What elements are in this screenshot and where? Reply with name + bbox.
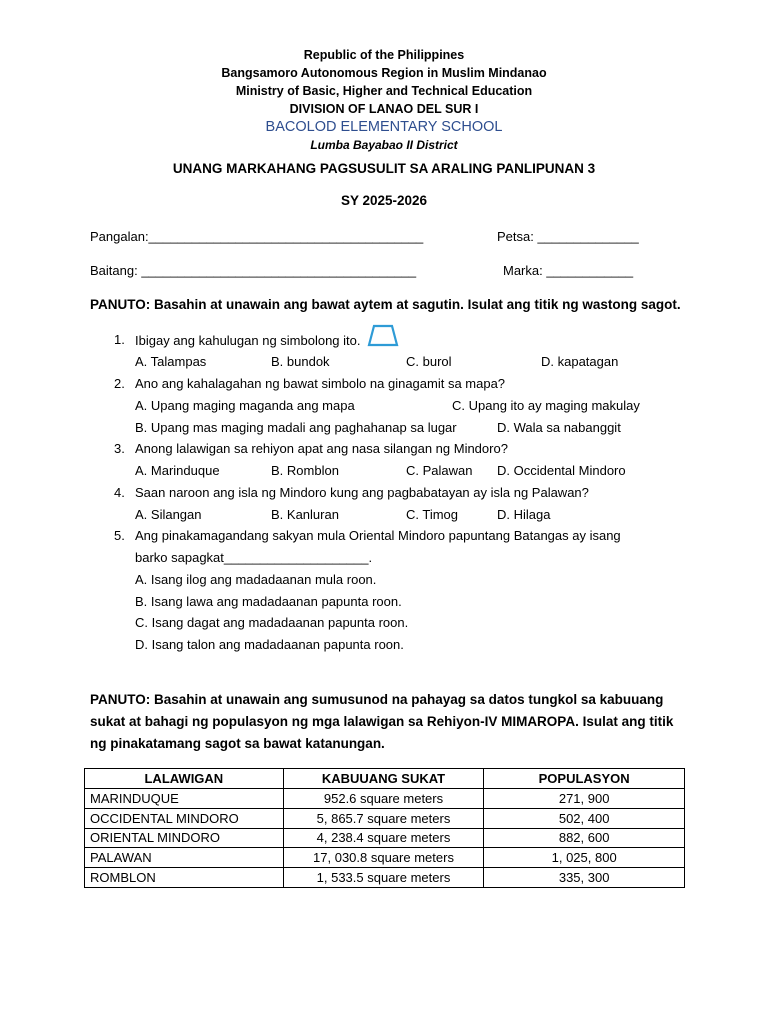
question-number: 4. — [114, 485, 125, 500]
panuto-text: : Basahin at unawain ang bawat aytem at sagutin. Isulat ang titik ng wastong sagot. — [145, 297, 681, 312]
question-number: 3. — [114, 441, 125, 456]
header-lalawigan: LALAWIGAN — [85, 769, 284, 789]
header-ministry: Ministry of Basic, Higher and Technical Education — [235, 84, 533, 98]
cell-population: 271, 900 — [484, 789, 685, 809]
header-kabuuang-sukat: KABUUANG SUKAT — [283, 769, 484, 789]
choice-1a[interactable]: A. Talampas — [135, 354, 207, 369]
panuto-2-line: sukat at bahagi ng populasyon ng mga lalawigan sa Rehiyon-IV MIMAROPA. Isulat ang titik — [90, 714, 674, 729]
marka-field[interactable]: Marka: ____________ — [503, 263, 634, 278]
question-5-text-cont: barko sapagkat____________________. — [135, 550, 373, 565]
question-5-text: Ang pinakamagandang sakyan mula Oriental Mindoro papuntang Batangas ay isang — [135, 528, 621, 543]
district-name: Lumba Bayabao II District — [310, 138, 458, 152]
choice-4c[interactable]: C. Timog — [406, 507, 459, 522]
cell-province: PALAWAN — [85, 848, 284, 868]
choice-2a[interactable]: A. Upang maging maganda ang mapa — [135, 398, 355, 413]
choice-5a[interactable]: A. Isang ilog ang madadaanan mula roon. — [135, 572, 377, 587]
table-row — [85, 808, 685, 828]
petsa-field[interactable]: Petsa: ______________ — [497, 229, 639, 244]
choice-1c[interactable]: C. burol — [406, 354, 452, 369]
header-republic: Republic of the Philippines — [303, 48, 465, 62]
choice-3d[interactable]: D. Occidental Mindoro — [497, 463, 626, 478]
panuto-instructions-2 — [90, 689, 673, 755]
cell-province: OCCIDENTAL MINDORO — [85, 808, 284, 828]
question-3-text: Anong lalawigan sa rehiyon apat ang nasa silangan ng Mindoro? — [135, 441, 508, 456]
choice-4d[interactable]: D. Hilaga — [497, 507, 551, 522]
choice-2b[interactable]: B. Upang mas maging madali ang paghahanap sa lugar — [135, 420, 457, 435]
document-header — [0, 46, 768, 154]
header-populasyon: POPULASYON — [484, 769, 685, 789]
choice-5b[interactable]: B. Isang lawa ang madadaanan papunta roon. — [135, 594, 402, 609]
cell-population: 502, 400 — [484, 808, 685, 828]
header-region: Bangsamoro Autonomous Region in Muslim Mindanao — [221, 66, 547, 80]
choice-5c[interactable]: C. Isang dagat ang madadaanan papunta roon. — [135, 615, 409, 630]
baitang-field[interactable]: Baitang: ______________________________________ — [90, 263, 417, 278]
school-name: BACOLOD ELEMENTARY SCHOOL — [265, 119, 503, 135]
choice-3c[interactable]: C. Palawan — [406, 463, 473, 478]
panuto-label: PANUTO — [90, 297, 146, 312]
trapezoid-icon — [367, 324, 399, 351]
question-2-text: Ano ang kahalagahan ng bawat simbolo na ginagamit sa mapa? — [135, 376, 506, 391]
cell-province: ROMBLON — [85, 868, 284, 888]
question-number: 1. — [114, 332, 125, 347]
exam-title: UNANG MARKAHANG PAGSUSULIT SA ARALING PANLIPUNAN 3 — [172, 161, 596, 176]
table-row — [85, 789, 685, 809]
cell-area: 17, 030.8 square meters — [283, 848, 484, 868]
cell-area: 952.6 square meters — [283, 789, 484, 809]
table-row — [85, 848, 685, 868]
cell-population: 882, 600 — [484, 828, 685, 848]
cell-area: 4, 238.4 square meters — [283, 828, 484, 848]
question-number: 5. — [114, 528, 125, 543]
cell-province: ORIENTAL MINDORO — [85, 828, 284, 848]
panuto-2-line: ng pinakatamang sagot sa bawat katanungan. — [90, 736, 385, 751]
table-row — [85, 868, 685, 888]
panuto-2-line: PANUTO: Basahin at unawain ang sumusunod na pahayag sa datos tungkol sa kabuuang — [90, 692, 664, 707]
choice-3a[interactable]: A. Marinduque — [135, 463, 220, 478]
table-row — [85, 828, 685, 848]
panuto-instructions-1 — [90, 294, 681, 316]
choice-1d[interactable]: D. kapatagan — [541, 354, 619, 369]
cell-area: 5, 865.7 square meters — [283, 808, 484, 828]
school-year: SY 2025-2026 — [340, 193, 428, 208]
choice-4a[interactable]: A. Silangan — [135, 507, 202, 522]
table-header-row — [85, 769, 685, 789]
cell-population: 1, 025, 800 — [484, 848, 685, 868]
question-1-text — [135, 332, 399, 351]
choice-4b[interactable]: B. Kanluran — [271, 507, 339, 522]
choice-2c[interactable]: C. Upang ito ay maging makulay — [452, 398, 640, 413]
cell-area: 1, 533.5 square meters — [283, 868, 484, 888]
population-table — [84, 768, 685, 888]
question-1-prompt: Ibigay ang kahulugan ng simbolong ito. — [135, 332, 361, 348]
choice-2d[interactable]: D. Wala sa nabanggit — [497, 420, 621, 435]
question-number: 2. — [114, 376, 125, 391]
cell-province: MARINDUQUE — [85, 789, 284, 809]
choice-1b[interactable]: B. bundok — [271, 354, 330, 369]
cell-population: 335, 300 — [484, 868, 685, 888]
choice-5d[interactable]: D. Isang talon ang madadaanan papunta roon. — [135, 637, 404, 652]
pangalan-field[interactable]: Pangalan:______________________________________ — [90, 229, 424, 244]
choice-3b[interactable]: B. Romblon — [271, 463, 339, 478]
question-4-text: Saan naroon ang isla ng Mindoro kung ang pagbabatayan ay isla ng Palawan? — [135, 485, 589, 500]
header-division: DIVISION OF LANAO DEL SUR I — [289, 102, 479, 116]
